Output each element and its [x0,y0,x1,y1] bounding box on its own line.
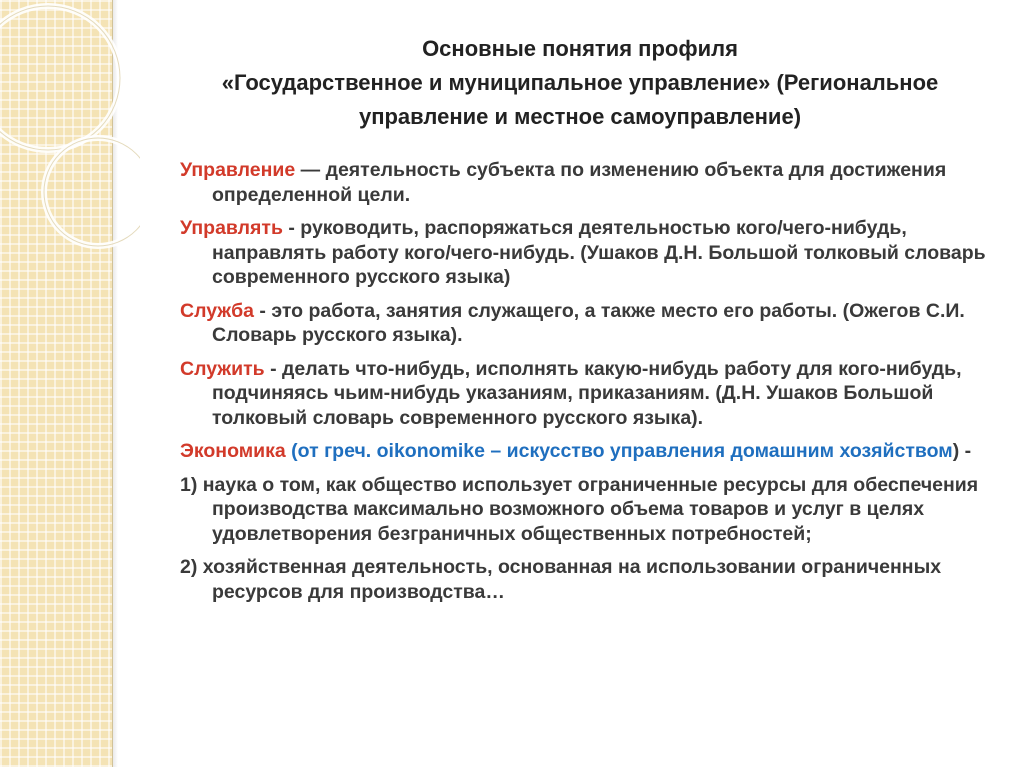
definition-text: - делать что-нибудь, исполнять какую-нибудь работу для кого-нибудь, подчиняясь чьим-нибудь указаниям, приказаниям. (Д.Н. Ушаков Большой толковый словарь современного русского языка). [212,357,962,429]
definition-entry-sluzhba [180,299,992,348]
definition-entry-economy-2 [180,555,992,604]
definition-entry-ekonomika [180,439,992,464]
title-line-3: управление и местное самоуправление) [358,104,802,129]
slide-title [150,32,1010,134]
title-line-2: «Государственное и муниципальное управление» (Региональное [221,70,939,95]
definition-entry-economy-1 [180,473,992,547]
definition-entry-upravlyat [180,216,992,290]
open-paren: ( [285,440,298,462]
definition-text: - это работа, занятия служащего, а также место его работы. (Ожегов С.И. Словарь русского языка). [212,299,965,346]
term-label: Управлять [180,217,283,239]
term-label: Служба [180,299,255,322]
title-line-1: Основные понятия профиля [422,36,738,61]
definition-entry-upravlenie [180,158,992,207]
close-paren: ) - [952,440,972,462]
definition-entry-sluzhit [180,357,992,431]
etymology-text: от греч. oikonomike – искусство управления домашним хозяйством [297,440,953,462]
definition-text: — деятельность субъекта по изменению объекта для достижения определенной цели. [212,159,947,206]
definitions-list [180,158,992,613]
definition-text: - руководить, распоряжаться деятельностью кого/чего-нибудь, направлять работу кого/чего-нибудь. (Ушаков Д.Н. Большой толковый словарь современного русского языка) [212,217,986,288]
definition-text: 1) наука о том, как общество использует ограниченные ресурсы для обеспечения производства максимально возможного объема товаров и услуг в целях удовлетворения безграничных общественных потребностей; [180,473,979,545]
term-label: Управление [180,159,296,181]
definition-text: 2) хозяйственная деятельность, основанная на использовании ограниченных ресурсов для производства… [180,556,942,603]
term-label: Экономика [180,440,286,462]
decorative-rings [0,0,140,260]
term-label: Служить [180,357,265,380]
